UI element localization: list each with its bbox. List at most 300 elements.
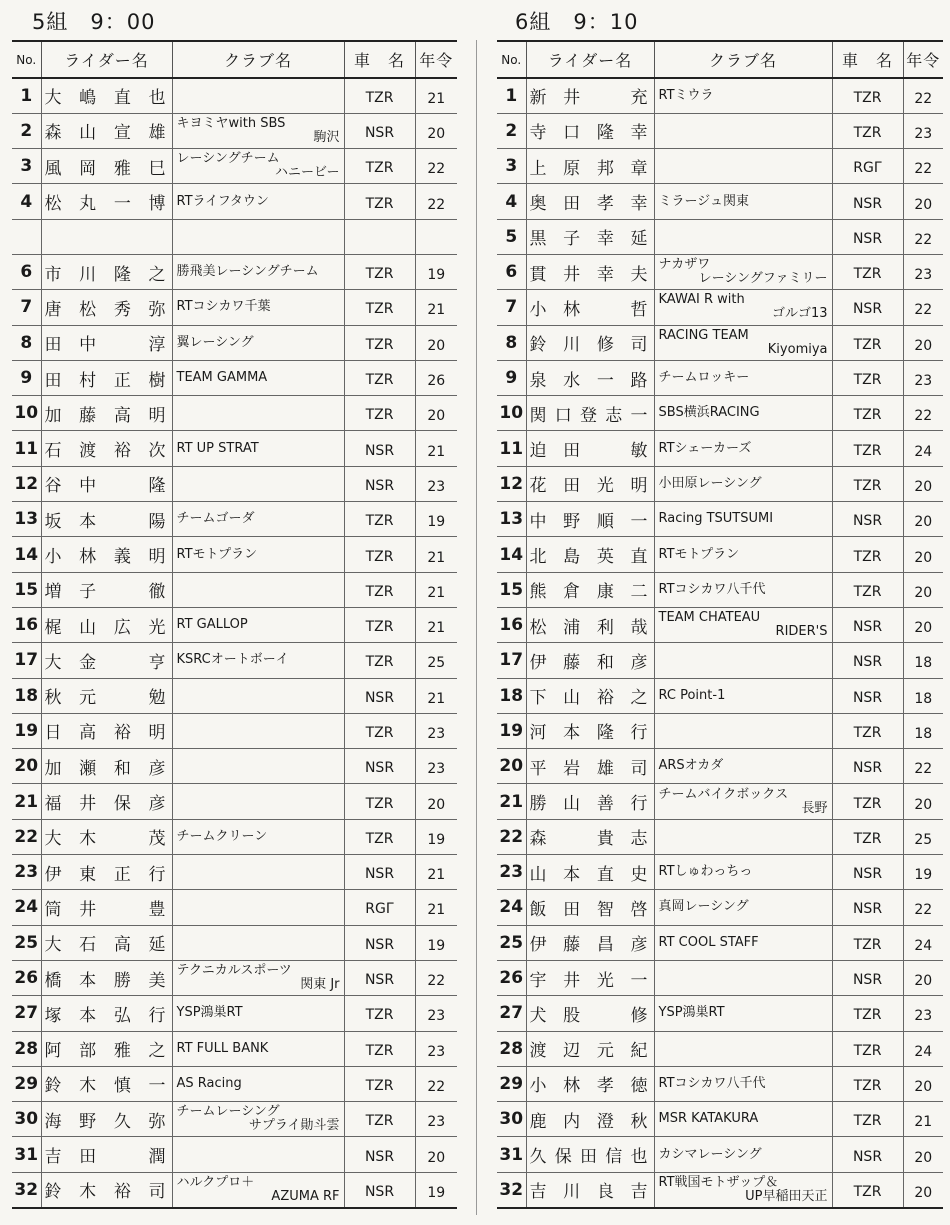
entry-number: 29 — [497, 1066, 526, 1101]
machine-name: TZR — [344, 360, 415, 395]
rider-age: 20 — [415, 784, 457, 819]
rider-age: 18 — [903, 678, 943, 713]
table-row — [12, 113, 457, 148]
table-row — [497, 1172, 943, 1207]
table-row — [497, 925, 943, 960]
rider-age: 22 — [903, 78, 943, 113]
club-name: RT GALLOP — [176, 617, 248, 633]
rider-name-cell — [526, 996, 654, 1031]
rider-name: 平 岩 雄 司 — [529, 758, 648, 779]
entry-table — [12, 40, 457, 1209]
rider-name: 久 保 田 信 也 — [529, 1147, 648, 1168]
table-row — [497, 290, 943, 325]
rider-name: 橋 本 勝 美 — [44, 970, 166, 991]
entry-number: 14 — [12, 537, 41, 572]
club-name-cell — [654, 960, 832, 995]
table-row — [12, 996, 457, 1031]
rider-name: 海 野 久 弥 — [44, 1111, 166, 1132]
club-name-cell — [172, 325, 344, 360]
rider-age: 22 — [415, 184, 457, 219]
table-row — [12, 1137, 457, 1172]
club-name-cell — [654, 819, 832, 854]
club-name: RT UP STRAT — [176, 440, 259, 456]
rider-name-cell — [526, 537, 654, 572]
rider-name-cell — [41, 396, 172, 431]
club-name-line2: 長野 — [801, 800, 828, 816]
rider-name: 大 石 高 延 — [44, 935, 166, 956]
rider-name-cell — [526, 643, 654, 678]
rider-age: 20 — [903, 1137, 943, 1172]
club-name-cell — [172, 1137, 344, 1172]
club-name: ナカザワ — [658, 257, 711, 273]
entry-number: 18 — [497, 678, 526, 713]
entry-number: 5 — [497, 219, 526, 254]
machine-name: NSR — [344, 466, 415, 501]
rider-age: 24 — [903, 431, 943, 466]
table-row — [497, 572, 943, 607]
club-name: Racing TSUTSUMI — [658, 511, 774, 527]
rider-age: 19 — [415, 819, 457, 854]
rider-name-cell — [41, 960, 172, 995]
entry-number: 3 — [12, 149, 41, 184]
header-row — [497, 41, 943, 78]
rider-name-cell — [41, 925, 172, 960]
entry-number: 28 — [12, 1031, 41, 1066]
machine-name: TZR — [344, 819, 415, 854]
rider-name: 田 村 正 樹 — [44, 370, 166, 391]
table-row — [12, 466, 457, 501]
rider-age: 23 — [415, 713, 457, 748]
club-name: キヨミヤwith SBS — [176, 115, 286, 131]
club-name: カシマレーシング — [658, 1146, 762, 1162]
club-name-cell — [654, 254, 832, 289]
rider-name: 増 子 徹 — [44, 582, 166, 603]
table-row — [12, 960, 457, 995]
rider-name: 山 本 直 史 — [529, 864, 648, 885]
machine-name: TZR — [344, 713, 415, 748]
entry-number: 6 — [497, 254, 526, 289]
rider-name-cell — [526, 219, 654, 254]
rider-age: 22 — [903, 396, 943, 431]
table-row — [12, 1031, 457, 1066]
club-name-cell — [172, 502, 344, 537]
club-name-cell — [172, 607, 344, 642]
club-name-cell — [654, 537, 832, 572]
entry-number: 31 — [497, 1137, 526, 1172]
entry-number: 3 — [497, 149, 526, 184]
table-row — [497, 360, 943, 395]
rider-age: 22 — [903, 749, 943, 784]
machine-name: NSR — [344, 1172, 415, 1207]
club-name: チームバイクボックス — [658, 786, 789, 802]
entry-number — [12, 219, 41, 254]
table-row — [497, 1102, 943, 1137]
table-row — [12, 819, 457, 854]
club-name: チームクリーン — [176, 828, 268, 844]
club-name-cell — [172, 819, 344, 854]
entry-number: 25 — [12, 925, 41, 960]
rider-age: 21 — [415, 890, 457, 925]
club-name-cell — [654, 325, 832, 360]
machine-name: TZR — [832, 784, 903, 819]
table-row — [12, 890, 457, 925]
rider-age — [415, 219, 457, 254]
club-name-cell — [172, 537, 344, 572]
machine-name: TZR — [832, 325, 903, 360]
club-name: 勝飛美レーシングチーム — [176, 264, 319, 280]
club-name-cell — [172, 678, 344, 713]
rider-name-cell — [526, 1031, 654, 1066]
rider-age: 22 — [415, 149, 457, 184]
club-name: RT FULL BANK — [176, 1040, 269, 1056]
club-name-cell — [172, 784, 344, 819]
rider-name-cell — [41, 537, 172, 572]
club-name-cell — [654, 925, 832, 960]
entry-number: 27 — [12, 996, 41, 1031]
rider-name: 唐 松 秀 弥 — [44, 299, 166, 320]
club-name-cell — [654, 431, 832, 466]
rider-name-cell — [41, 113, 172, 148]
rider-age: 23 — [415, 1031, 457, 1066]
rider-name-cell — [41, 254, 172, 289]
entry-number: 4 — [497, 184, 526, 219]
machine-name: TZR — [832, 396, 903, 431]
rider-age: 21 — [415, 572, 457, 607]
rider-name: 下 山 裕 之 — [529, 688, 648, 709]
entry-rows — [497, 78, 943, 1208]
table-row — [497, 184, 943, 219]
machine-name: TZR — [832, 431, 903, 466]
rider-age: 22 — [415, 960, 457, 995]
header-rider: ライダー名 — [41, 41, 172, 78]
machine-name: TZR — [832, 537, 903, 572]
club-name-cell — [172, 290, 344, 325]
club-name-cell — [172, 996, 344, 1031]
rider-age: 22 — [415, 1066, 457, 1101]
club-name-cell — [654, 643, 832, 678]
club-name: SBS横浜RACING — [658, 405, 760, 421]
rider-age: 19 — [415, 1172, 457, 1207]
table-row — [12, 290, 457, 325]
rider-name: 犬 股 修 — [529, 1005, 648, 1026]
table-row — [12, 1172, 457, 1207]
club-name-line2: 関東 Jr — [300, 977, 340, 993]
machine-name: NSR — [344, 855, 415, 890]
rider-name: 筒 井 豊 — [44, 899, 166, 920]
machine-name: NSR — [344, 1137, 415, 1172]
rider-name: 泉 水 一 路 — [529, 370, 648, 391]
rider-name: 小 林 孝 徳 — [529, 1076, 648, 1097]
table-row — [497, 890, 943, 925]
entry-number: 32 — [12, 1172, 41, 1207]
table-row — [12, 925, 457, 960]
rider-name-cell — [41, 607, 172, 642]
club-name: 真岡レーシング — [658, 899, 749, 915]
rider-name-cell — [41, 890, 172, 925]
table-row — [12, 219, 457, 254]
rider-age: 20 — [903, 184, 943, 219]
machine-name: TZR — [832, 713, 903, 748]
entry-table — [497, 40, 943, 1209]
table-row — [497, 607, 943, 642]
entry-number: 2 — [497, 113, 526, 148]
table-row — [12, 360, 457, 395]
club-name-cell — [654, 1172, 832, 1207]
entry-number: 20 — [497, 749, 526, 784]
machine-name: TZR — [344, 396, 415, 431]
club-name: RTコシカワ八千代 — [658, 581, 766, 597]
rider-name-cell — [526, 855, 654, 890]
table-row — [12, 431, 457, 466]
entry-number: 16 — [497, 607, 526, 642]
rider-age: 23 — [415, 996, 457, 1031]
table-row — [497, 713, 943, 748]
machine-name: RGΓ — [832, 149, 903, 184]
rider-age: 22 — [903, 219, 943, 254]
header-no: No. — [12, 41, 41, 78]
club-name-cell — [654, 290, 832, 325]
club-name-cell — [172, 113, 344, 148]
machine-name: TZR — [344, 254, 415, 289]
machine-name: TZR — [832, 996, 903, 1031]
machine-name: TZR — [832, 1066, 903, 1101]
table-row — [497, 325, 943, 360]
club-name: KSRCオートボーイ — [176, 652, 289, 668]
rider-name: 田 中 淳 — [44, 335, 166, 356]
entry-number: 16 — [12, 607, 41, 642]
table-row — [497, 996, 943, 1031]
rider-name-cell — [526, 466, 654, 501]
rider-name: 伊 藤 和 彦 — [529, 652, 648, 673]
machine-name: NSR — [832, 855, 903, 890]
entry-number: 13 — [12, 502, 41, 537]
table-row — [497, 784, 943, 819]
rider-name-cell — [41, 819, 172, 854]
rider-name-cell — [526, 607, 654, 642]
machine-name: NSR — [832, 607, 903, 642]
table-row — [497, 749, 943, 784]
entry-number: 23 — [12, 855, 41, 890]
club-name-cell — [172, 572, 344, 607]
rider-name-cell — [526, 678, 654, 713]
rider-name-cell — [526, 1137, 654, 1172]
rider-name: 小 林 哲 — [529, 299, 648, 320]
rider-name-cell — [526, 713, 654, 748]
header-age: 年令 — [903, 41, 943, 78]
entry-number: 2 — [12, 113, 41, 148]
table-row — [12, 325, 457, 360]
club-name: ARSオカダ — [658, 758, 724, 774]
club-name-line2: レーシングファミリー — [698, 271, 828, 287]
club-name-cell — [172, 1066, 344, 1101]
club-name: RTシェーカーズ — [658, 440, 752, 456]
rider-name: 鈴 木 裕 司 — [44, 1182, 166, 1203]
machine-name: NSR — [832, 890, 903, 925]
entry-number: 26 — [12, 960, 41, 995]
club-name-cell — [172, 1172, 344, 1207]
table-row — [12, 713, 457, 748]
header-car: 車 名 — [832, 41, 903, 78]
rider-name-cell — [41, 855, 172, 890]
entry-number: 6 — [12, 254, 41, 289]
entry-number: 9 — [12, 360, 41, 395]
machine-name: TZR — [832, 572, 903, 607]
rider-name-cell — [41, 572, 172, 607]
table-row — [497, 113, 943, 148]
machine-name: TZR — [344, 184, 415, 219]
club-name: チームゴーダ — [176, 511, 255, 527]
rider-name: 北 島 英 直 — [529, 547, 648, 567]
rider-name: 飯 田 智 啓 — [529, 899, 648, 920]
club-name-cell — [172, 431, 344, 466]
rider-name: 河 本 隆 行 — [529, 723, 648, 744]
club-name: MSR KATAKURA — [658, 1111, 759, 1127]
entry-number: 9 — [497, 360, 526, 395]
rider-age: 26 — [415, 360, 457, 395]
rider-age: 21 — [415, 855, 457, 890]
rider-name: 宇 井 光 一 — [529, 970, 648, 991]
table-row — [497, 855, 943, 890]
club-name: ミラージュ関東 — [658, 193, 749, 209]
table-row — [497, 431, 943, 466]
rider-age: 19 — [415, 925, 457, 960]
entry-number: 18 — [12, 678, 41, 713]
club-name-cell — [654, 78, 832, 113]
rider-age: 20 — [903, 784, 943, 819]
club-name-cell — [654, 855, 832, 890]
rider-name: 寺 口 隆 幸 — [529, 123, 648, 144]
machine-name: NSR — [344, 678, 415, 713]
club-name-cell — [172, 396, 344, 431]
entry-number: 24 — [497, 890, 526, 925]
rider-name: 大 金 亨 — [44, 652, 166, 673]
rider-name-cell — [41, 325, 172, 360]
rider-name: 花 田 光 明 — [529, 476, 648, 497]
table-row — [497, 466, 943, 501]
rider-name: 奥 田 孝 幸 — [529, 194, 648, 215]
table-row — [12, 784, 457, 819]
club-name: 翼レーシング — [176, 334, 254, 350]
club-name: RT戦国モトザップ＆ — [658, 1174, 779, 1190]
rider-name: 鹿 内 澄 秋 — [529, 1111, 648, 1132]
rider-age: 22 — [903, 890, 943, 925]
table-row — [12, 855, 457, 890]
club-name-cell — [172, 749, 344, 784]
rider-age: 23 — [415, 1102, 457, 1137]
header-age: 年令 — [415, 41, 457, 78]
table-row — [12, 1102, 457, 1137]
club-name-cell — [654, 678, 832, 713]
table-row — [497, 1031, 943, 1066]
group-title: 6組 9：10 — [515, 10, 639, 34]
rider-name-cell — [41, 78, 172, 113]
entry-number: 23 — [497, 855, 526, 890]
club-name-line2: AZUMA RF — [271, 1188, 340, 1204]
rider-name: 梶 山 広 光 — [44, 617, 166, 638]
machine-name: TZR — [344, 78, 415, 113]
club-name: RTミウラ — [658, 87, 714, 103]
rider-name-cell — [41, 1031, 172, 1066]
rider-age: 25 — [903, 819, 943, 854]
machine-name: NSR — [344, 431, 415, 466]
club-name-cell — [654, 360, 832, 395]
machine-name: TZR — [344, 537, 415, 572]
machine-name: TZR — [832, 1172, 903, 1207]
rider-age: 19 — [415, 254, 457, 289]
machine-name: RGΓ — [344, 890, 415, 925]
rider-age: 21 — [415, 431, 457, 466]
rider-age: 24 — [903, 1031, 943, 1066]
machine-name: TZR — [344, 784, 415, 819]
rider-name-cell — [526, 254, 654, 289]
machine-name: TZR — [832, 113, 903, 148]
club-name-cell — [172, 855, 344, 890]
rider-name-cell — [41, 1066, 172, 1101]
entry-number: 1 — [497, 78, 526, 113]
table-row — [12, 537, 457, 572]
rider-name: 吉 田 潤 — [44, 1147, 166, 1168]
club-name-cell — [654, 466, 832, 501]
rider-name-cell — [41, 290, 172, 325]
club-name-line2: ハニービー — [275, 165, 340, 181]
rider-age: 25 — [415, 643, 457, 678]
rider-name-cell — [41, 1102, 172, 1137]
club-name: チームレーシング — [176, 1104, 280, 1120]
rider-name: 福 井 保 彦 — [44, 794, 166, 815]
machine-name: TZR — [832, 360, 903, 395]
rider-age: 20 — [903, 466, 943, 501]
rider-name: 森 山 宣 雄 — [44, 123, 166, 144]
table-row — [12, 643, 457, 678]
rider-name-cell — [526, 360, 654, 395]
rider-age: 22 — [903, 290, 943, 325]
rider-name-cell — [526, 925, 654, 960]
club-name-cell — [654, 1031, 832, 1066]
rider-name: 風 岡 雅 巳 — [44, 158, 166, 179]
machine-name: NSR — [832, 290, 903, 325]
entry-number: 25 — [497, 925, 526, 960]
rider-age: 21 — [415, 537, 457, 572]
column-divider — [476, 40, 477, 1215]
rider-name-cell — [526, 396, 654, 431]
rider-name-cell — [526, 325, 654, 360]
rider-name: 黒 子 幸 延 — [529, 229, 648, 250]
rider-name: 大 木 茂 — [44, 829, 166, 850]
machine-name: TZR — [832, 1031, 903, 1066]
rider-name: 吉 川 良 吉 — [529, 1182, 648, 1203]
machine-name: TZR — [344, 1066, 415, 1101]
machine-name — [344, 219, 415, 254]
table-row — [12, 678, 457, 713]
rider-name-cell — [41, 149, 172, 184]
club-name-cell — [654, 396, 832, 431]
table-row — [497, 678, 943, 713]
rider-name: 石 渡 裕 次 — [44, 441, 166, 462]
rider-name: 上 原 邦 章 — [529, 158, 648, 179]
entry-number: 4 — [12, 184, 41, 219]
rider-age: 20 — [415, 396, 457, 431]
rider-name: 中 野 順 一 — [529, 511, 648, 532]
club-name-cell — [172, 1031, 344, 1066]
table-row — [12, 1066, 457, 1101]
club-name: RTモトプラン — [176, 546, 258, 562]
machine-name: TZR — [344, 643, 415, 678]
club-name-cell — [654, 713, 832, 748]
rider-name-cell — [526, 113, 654, 148]
rider-age: 20 — [415, 1137, 457, 1172]
rider-age: 20 — [415, 113, 457, 148]
table-row — [497, 78, 943, 113]
